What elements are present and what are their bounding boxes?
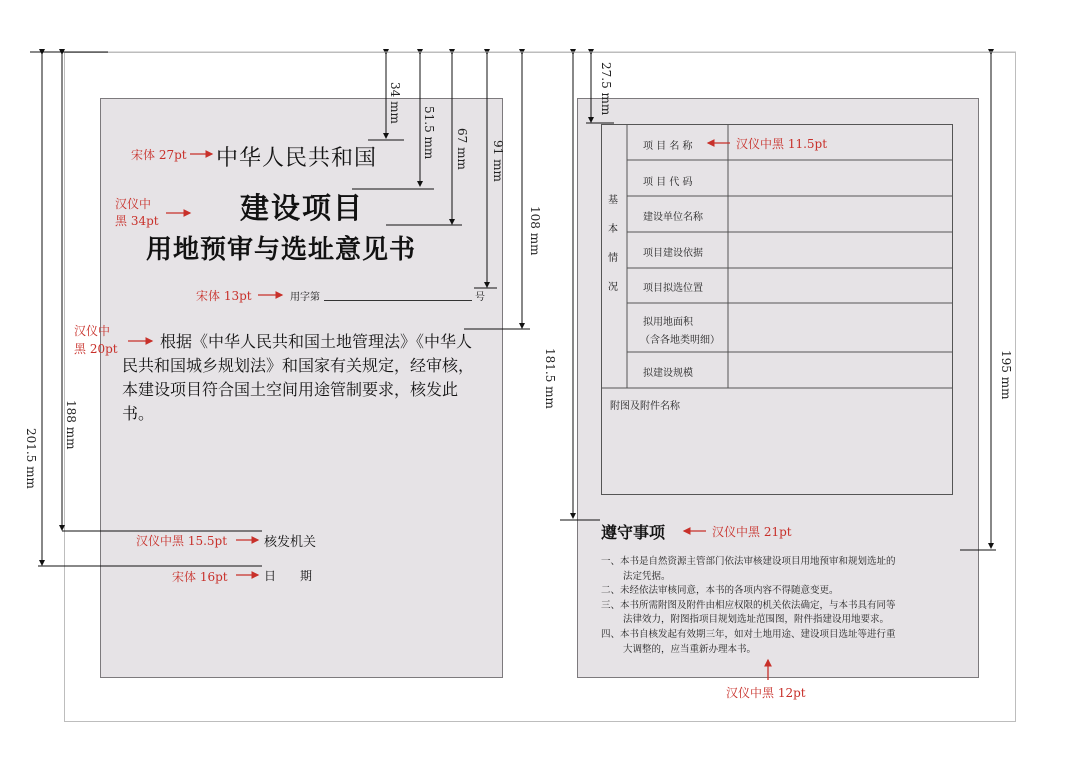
notice-line-4: 三、本书所需附图及附件由相应权限的机关依法确定，与本书具有同等 bbox=[601, 599, 896, 611]
row-label-unit-name: 建设单位名称 bbox=[643, 212, 703, 223]
annotation-font-16pt: 宋体 16pt bbox=[172, 570, 228, 584]
row-label-land-area: 拟用地面积 bbox=[643, 317, 693, 328]
row-label-land-area-sub: （含各地类明细） bbox=[640, 335, 720, 346]
annotation-font-11-5pt: 汉仪中黑 11.5pt bbox=[736, 137, 828, 151]
notice-line-1: 一、本书是自然资源主管部门依法审核建设项目用地预审和规划选址的 bbox=[601, 556, 896, 567]
date-label: 日 期 bbox=[264, 569, 313, 583]
dimension-51-5mm: 51.5 mm bbox=[422, 106, 436, 160]
country-name: 中华人民共和国 bbox=[216, 146, 378, 171]
annotation-font-15pt: 汉仪中黑 15.5pt bbox=[136, 534, 228, 548]
attachments-label: 附图及附件名称 bbox=[610, 401, 680, 412]
doc-number-prefix: 用字第 bbox=[290, 292, 320, 303]
row-label-basis: 项目建设依据 bbox=[643, 248, 703, 259]
side-header: 基本情况 bbox=[608, 195, 618, 293]
notice-line-7: 大调整的，应当重新办理本书。 bbox=[623, 643, 757, 655]
annotation-font-12pt: 汉仪中黑 12pt bbox=[726, 686, 806, 700]
dimension-201-5mm: 201.5 mm bbox=[24, 428, 38, 489]
dimension-91mm: 91 mm bbox=[491, 140, 505, 182]
title-line-2: 用地预审与选址意见书 bbox=[146, 235, 417, 265]
row-label-location: 项目拟选位置 bbox=[643, 283, 703, 294]
annotation-font-27pt: 宋体 27pt bbox=[131, 148, 187, 162]
annotation-font-21pt: 汉仪中黑 21pt bbox=[712, 525, 792, 539]
dimension-108mm: 108 mm bbox=[528, 206, 542, 256]
title-line-1: 建设项目 bbox=[240, 191, 365, 225]
row-label-project-name: 项 目 名 称 bbox=[643, 141, 693, 152]
body-text: 根据《中华人民共和国土地管理法》《中华人民共和国城乡规划法》和国家有关规定，经审核，本建设项目符合国土空间用途管制要求，核发此书。 bbox=[122, 332, 475, 423]
doc-number-suffix: 号 bbox=[475, 292, 485, 303]
notice-line-5: 法律效力，附图指项目规划选址范围图，附件指建设用地要求。 bbox=[623, 614, 890, 626]
annotation-font-34pt: 汉仪中黑 34pt bbox=[115, 197, 159, 228]
dimension-34mm: 34 mm bbox=[388, 82, 402, 124]
row-label-project-code: 项 目 代 码 bbox=[643, 177, 693, 188]
dimension-27-5mm: 27.5 mm bbox=[599, 62, 613, 116]
annotation-font-13pt: 宋体 13pt bbox=[196, 289, 252, 303]
dimension-181-5mm: 181.5 mm bbox=[543, 348, 557, 409]
issuer-label: 核发机关 bbox=[264, 535, 317, 550]
dimension-195mm: 195 mm bbox=[999, 350, 1013, 400]
dimension-67mm: 67 mm bbox=[455, 128, 469, 170]
row-label-scale: 拟建设规模 bbox=[643, 368, 693, 379]
notice-line-3: 二、未经依法审核同意，本书的各项内容不得随意变更。 bbox=[601, 585, 839, 597]
notice-line-2: 法定凭据。 bbox=[623, 570, 671, 582]
dimension-188mm: 188 mm bbox=[64, 400, 78, 450]
notice-line-6: 四、本书自核发起有效期三年，如对土地用途、建设项目选址等进行重 bbox=[601, 628, 896, 640]
annotation-font-20pt: 汉仪中黑 20pt bbox=[74, 324, 118, 356]
notice-title: 遵守事项 bbox=[601, 523, 666, 542]
